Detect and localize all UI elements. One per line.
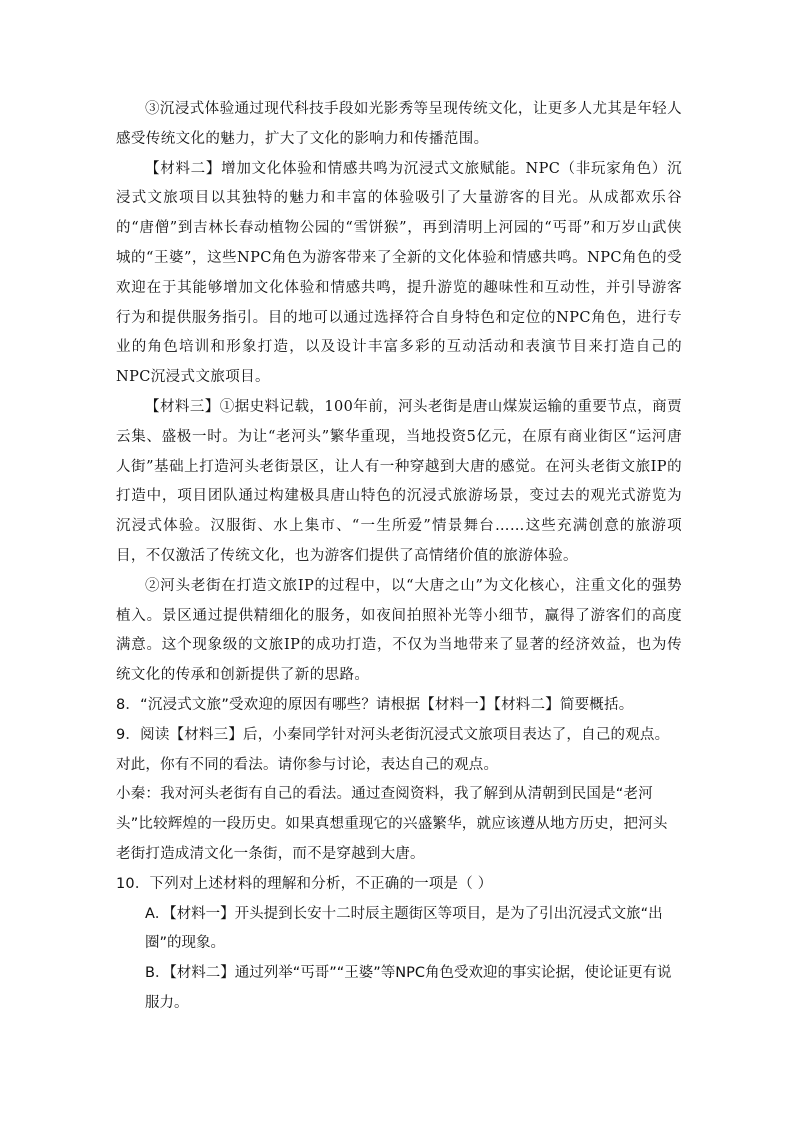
question-9-quote: 小秦：我对河头老街有自己的看法。通过查阅资料，我了解到从清朝到民国是“老河头”比较辉煌的一段历史。如果真想重现它的兴盛繁华，就应该遵从地方历史，把河头老街打造成清文化一条街，而不是穿越到大唐。 xyxy=(116,786,668,862)
question-10-option-b: B．【材料二】通过列举“丐哥”“王婆”等NPC角色受欢迎的事实论据，使论证更有说服力。 xyxy=(145,965,672,1011)
question-10-option-a: A．【材料一】开头提到长安十二时辰主题街区等项目，是为了引出沉浸式文旅“出圈”的现象。 xyxy=(145,905,663,952)
material-one-point-three: ③沉浸式体验通过现代科技手段如光影秀等呈现传统文化，让更多人尤其是年轻人感受传统文化的魅力，扩大了文化的影响力和传播范围。 xyxy=(116,101,682,147)
material-two: 【材料二】增加文化体验和情感共鸣为沉浸式文旅赋能。NPC（非玩家角色）沉浸式文旅项目以其独特的魅力和丰富的体验吸引了大量游客的目光。从成都欢乐谷的“唐僧”到吉林长春动植物公园的“雪饼猴”，再到清明上河园的“丐哥”和万岁山武侠城的“王婆”，这些NPC角色为游客带来了全新的文化体验和情感共鸣。NPC角色的受欢迎在于其能够增加文化体验和情感共鸣，提升游览的趣味性和互动性，并引导游客行为和提供服务指引。目的地可以通过选择符合自身特色和定位的NPC角色，进行专业的角色培训和形象打造，以及设计丰富多彩的互动活动和表演节目来打造自己的NPC沉浸式文旅项目。 xyxy=(116,160,682,386)
exam-content xyxy=(116,95,682,1019)
question-8: 8．“沉浸式文旅”受欢迎的原因有哪些？请根据【材料一】【材料二】简要概括。 xyxy=(116,696,634,713)
material-three-point-two: ②河头老街在打造文旅IP的过程中，以“大唐之山”为文化核心，注重文化的强势植入。景区通过提供精细化的服务，如夜间拍照补光等小细节，赢得了游客们的高度满意。这个现象级的文旅IP的成功打造，不仅为当地带来了显著的经济效益，也为传统文化的传承和创新提供了新的思路。 xyxy=(116,577,682,684)
question-9: 9．阅读【材料三】后，小秦同学针对河头老街沉浸式文旅项目表达了，自己的观点。对此，你有不同的看法。请你参与讨论，表达自己的观点。 xyxy=(116,726,670,773)
question-10: 10．下列对上述材料的理解和分析，不正确的一项是（ ） xyxy=(116,875,493,892)
material-three-point-one: 【材料三】①据史料记载，100年前，河头老街是唐山煤炭运输的重要节点，商贾云集、盛极一时。为让“老河头”繁华重现，当地投资5亿元，在原有商业街区“运河唐人街”基础上打造河头老街景区，让人有一种穿越到大唐的感觉。在河头老街文旅IP的打造中，项目团队通过构建极具唐山特色的沉浸式旅游场景，变过去的观光式游览为沉浸式体验。汉服街、水上集市、“一生所爱”情景舞台……这些充满创意的旅游项目，不仅激活了传统文化，也为游客们提供了高情绪价值的旅游体验。 xyxy=(116,398,682,564)
